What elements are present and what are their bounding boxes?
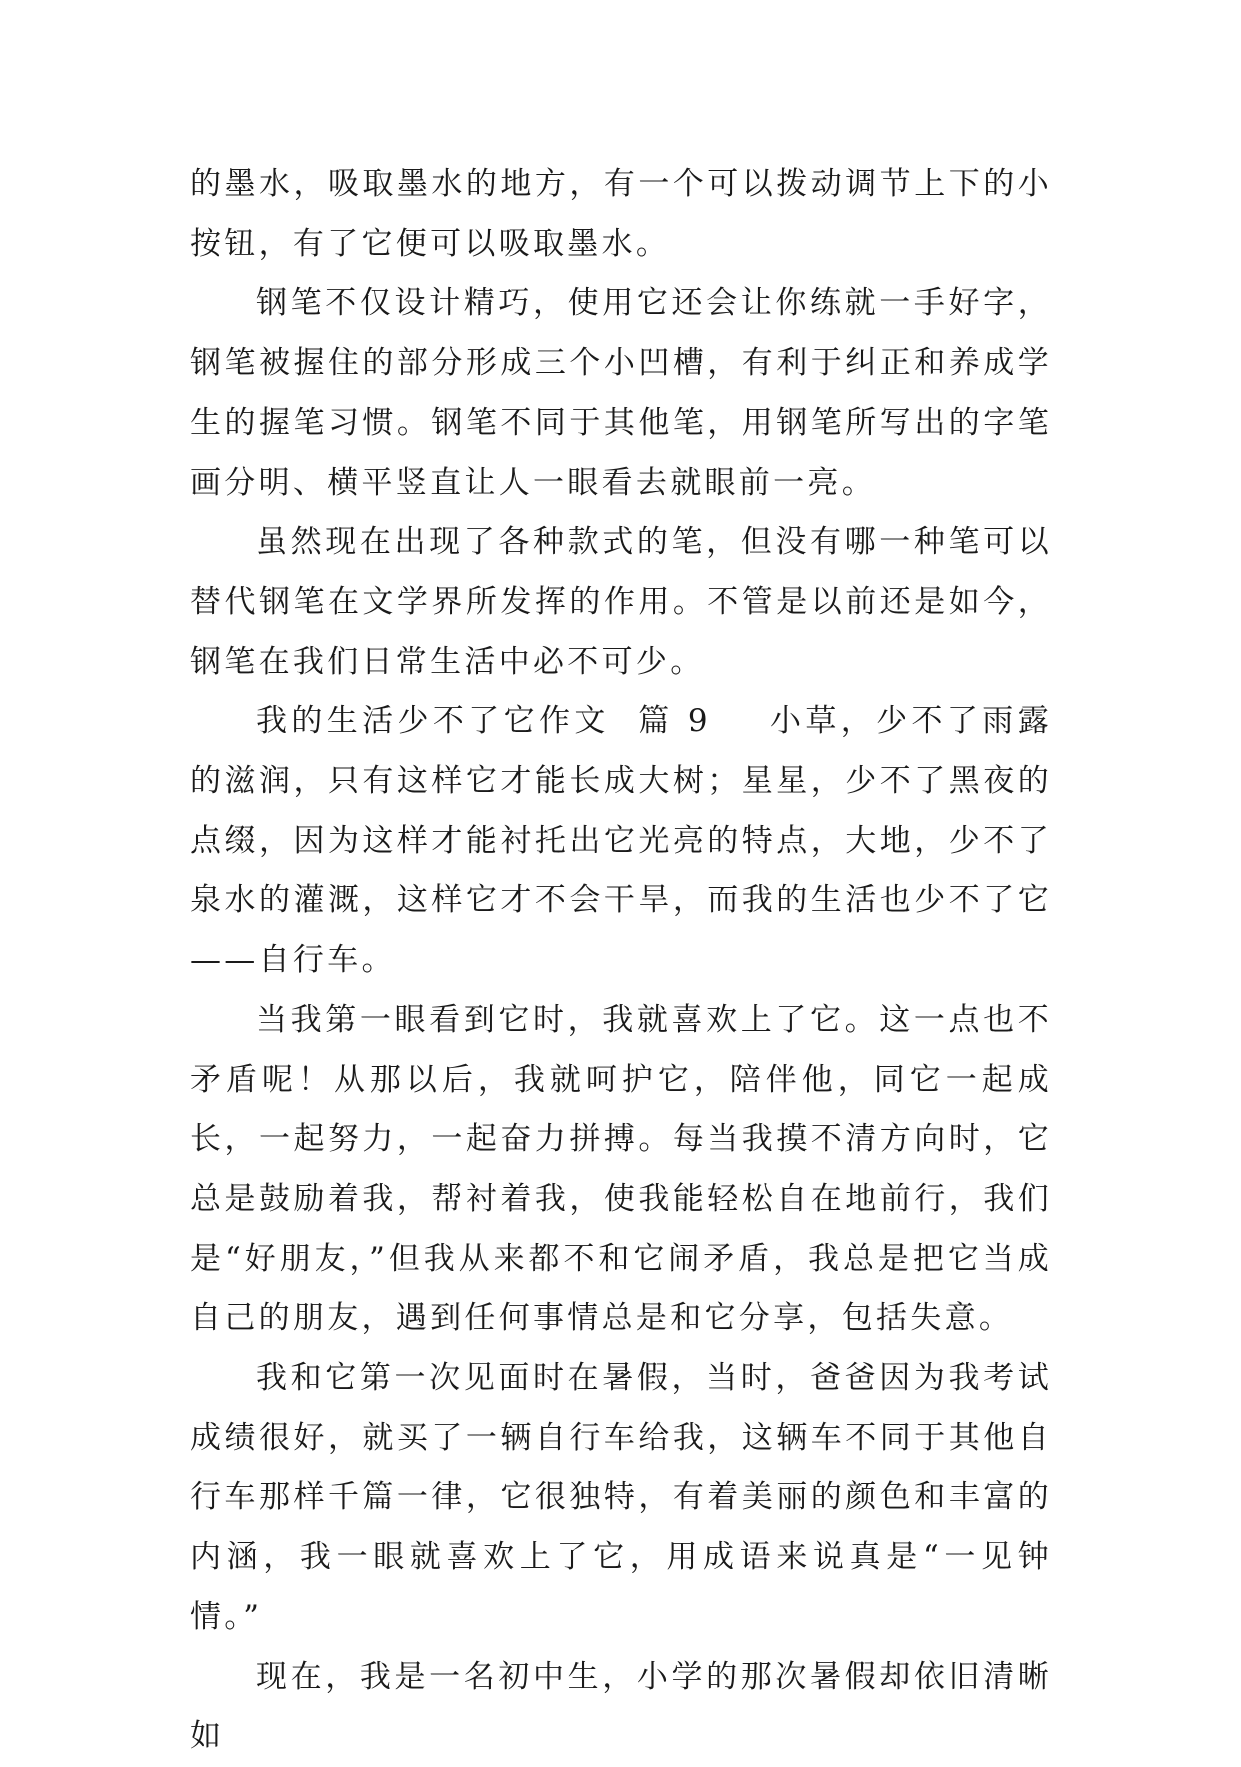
document-body (190, 155, 1052, 1767)
paragraph-text: 我和它第一次见面时在暑假，当时，爸爸因为我考试成绩很好，就买了一辆自行车给我，这辆车不同于其他自行车那样千篇一律，它很独特，有着美丽的颜色和丰富的内涵，我一眼就喜欢上了它，用成语来说真是“一见钟情。” (190, 1360, 1052, 1635)
essay-heading: 我的生活少不了它作文 篇 9 (256, 703, 711, 740)
paragraph-essay-9-intro (190, 692, 1052, 991)
paragraph-text: 小草，少不了雨露的滋润，只有这样它才能长成大树；星星，少不了黑夜的点缀，因为这样才能衬托出它光亮的特点，大地，少不了泉水的灌溉，这样它才不会干旱，而我的生活也少不了它——自行车。 (190, 703, 1052, 979)
paragraph-text: 钢笔不仅设计精巧，使用它还会让你练就一手好字，钢笔被握住的部分形成三个小凹槽，有利于纠正和养成学生的握笔习惯。钢笔不同于其他笔，用钢笔所写出的字笔画分明、横平竖直让人一眼看去就眼前一亮。 (190, 285, 1052, 501)
paragraph-first-meeting (190, 1349, 1052, 1648)
paragraph-text: 的墨水，吸取墨水的地方，有一个可以拨动调节上下的小按钮，有了它便可以吸取墨水。 (190, 166, 1052, 262)
paragraph-ink-filling (190, 155, 1052, 274)
paragraph-text: 虽然现在出现了各种款式的笔，但没有哪一种笔可以替代钢笔在文学界所发挥的作用。不管是以前还是如今，钢笔在我们日常生活中必不可少。 (190, 524, 1052, 680)
paragraph-text: 现在，我是一名初中生，小学的那次暑假却依旧清晰如 (190, 1658, 1052, 1755)
paragraph-pen-design (190, 274, 1052, 513)
paragraph-pen-irreplaceable (190, 513, 1052, 692)
paragraph-first-sight (190, 991, 1052, 1349)
paragraph-now-middle-school (190, 1648, 1052, 1767)
paragraph-text: 当我第一眼看到它时，我就喜欢上了它。这一点也不矛盾呢！从那以后，我就呵护它，陪伴他，同它一起成长，一起努力，一起奋力拼搏。每当我摸不清方向时，它总是鼓励着我，帮衬着我，使我能轻松自在地前行，我们是“好朋友，”但我从来都不和它闹矛盾，我总是把它当成自己的朋友，遇到任何事情总是和它分享，包括失意。 (190, 1001, 1052, 1337)
